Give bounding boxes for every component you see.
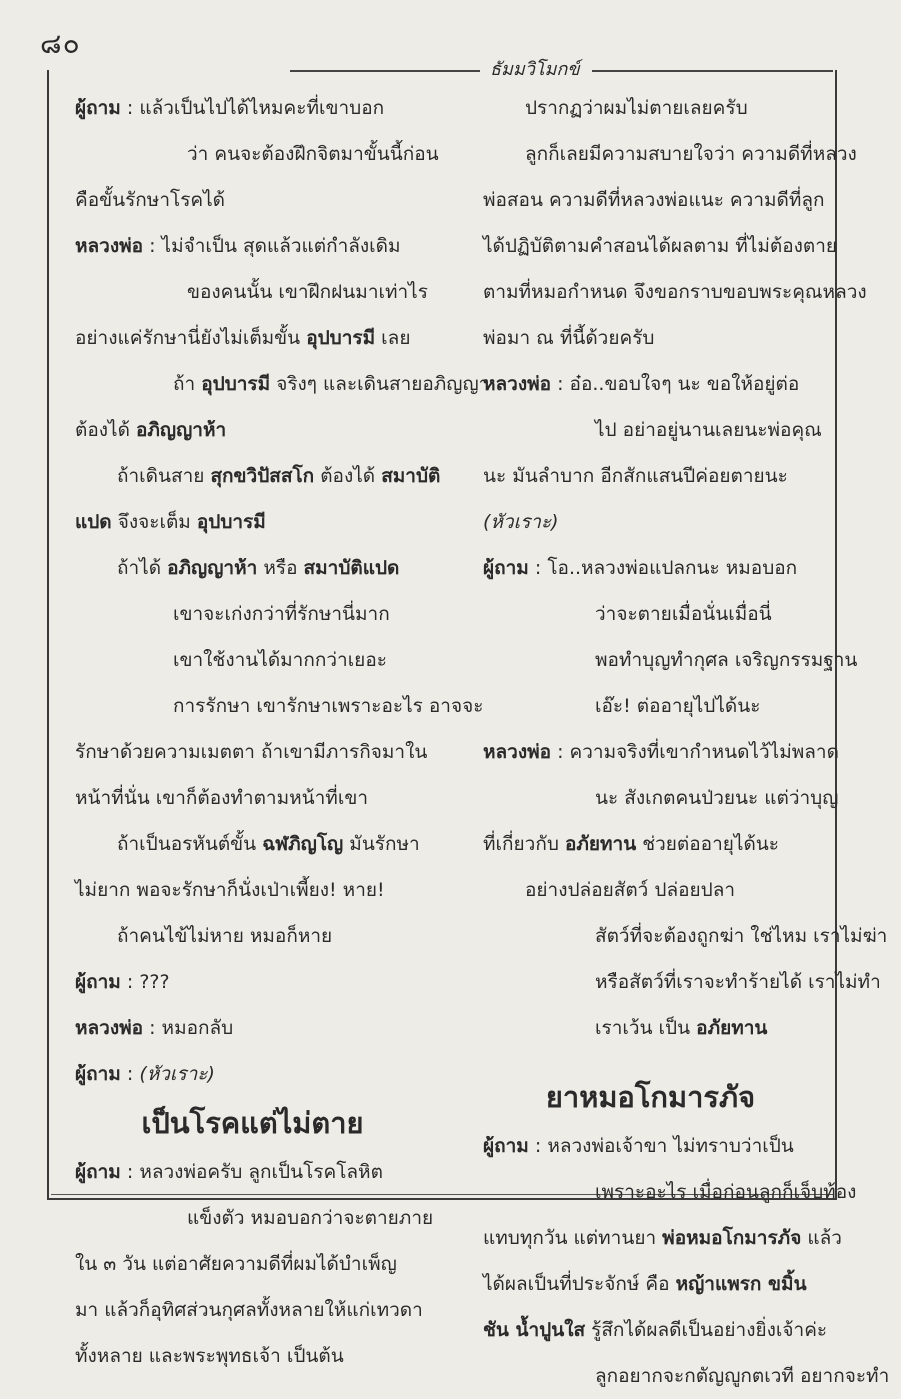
text-line — [75, 131, 439, 177]
text-segment: ถ้าคนไข้ไม่หาย หมอก็หาย — [117, 925, 333, 947]
text-line — [75, 453, 441, 499]
text-segment: รักษาด้วยความเมตตา ถ้าเขามีภารกิจมาใน — [75, 741, 428, 763]
bold-term: อภิญญาห้า — [135, 419, 227, 441]
text-line — [75, 361, 490, 407]
text-line — [75, 1333, 430, 1379]
bold-term: หญ้าแพรก ขมิ้น — [675, 1273, 807, 1295]
text-segment: นะ มันลำบาก อีกสักแสนปีค่อยตายนะ — [483, 465, 788, 487]
text-line — [483, 499, 818, 545]
text-segment: หน้าที่นั่น เขาก็ต้องทำตามหน้าที่เขา — [75, 787, 368, 809]
text-line — [483, 361, 818, 407]
text-segment: ต้องได้ — [314, 465, 382, 487]
text-line — [483, 1353, 890, 1399]
bold-term: อภัยทาน — [564, 833, 637, 855]
text-segment: ช่วยต่ออายุได้นะ — [636, 833, 779, 855]
text-line — [483, 131, 857, 177]
bold-term: ผู้ถาม — [75, 1161, 121, 1183]
text-line — [483, 223, 838, 269]
text-segment: เอ๊ะ! ต่ออายุไปได้นะ — [595, 695, 761, 717]
text-segment: เลย — [375, 327, 411, 349]
text-line — [483, 1307, 828, 1353]
text-segment: อย่างปล่อยสัตว์ ปล่อยปลา — [525, 879, 736, 901]
text-segment: ลูกอยากจะกตัญญูกตเวที อยากจะทำ — [595, 1365, 890, 1387]
text-segment: : ??? — [120, 971, 170, 993]
text-line — [75, 637, 430, 683]
bold-term: ผู้ถาม — [75, 971, 121, 993]
text-line — [483, 637, 858, 683]
text-line — [483, 1215, 842, 1261]
text-line — [75, 821, 430, 867]
bold-term: พ่อหมอโกมารภัจ — [662, 1227, 802, 1249]
text-segment: เพราะอะไร เมื่อก่อนลูกก็เจ็บท้อง — [595, 1181, 857, 1203]
text-line — [75, 591, 430, 637]
text-segment: แทบทุกวัน แต่ทานยา — [483, 1227, 663, 1249]
bold-term: อุปบารมี — [196, 511, 266, 533]
text-line — [483, 269, 867, 315]
text-segment: : หลวงพ่อครับ ลูกเป็นโรคโลหิต — [120, 1161, 383, 1183]
text-segment: ตามที่หมอกำหนด จึงขอกราบขอบพระคุณหลวง — [483, 281, 867, 303]
bold-term: หลวงพ่อ — [483, 741, 552, 763]
text-segment: : ความจริงที่เขากำหนดไว้ไม่พลาด — [551, 741, 839, 763]
text-segment: : ไม่จำเป็น สุดแล้วแต่กำลังเดิม — [143, 235, 401, 257]
text-line — [75, 1051, 430, 1097]
text-line — [483, 407, 822, 453]
text-segment: พ่อมา ณ ที่นี้ด้วยครับ — [483, 327, 655, 349]
text-segment: : หลวงพ่อเจ้าขา ไม่ทราบว่าเป็น — [528, 1135, 794, 1157]
text-line — [75, 1195, 434, 1241]
bold-term: สุกขวิปัสสโก — [210, 465, 315, 487]
text-line — [483, 867, 818, 913]
text-segment: รู้สึกได้ผลดีเป็นอย่างยิ่งเจ้าค่ะ — [585, 1319, 828, 1341]
text-segment: นะ สังเกตคนป่วยนะ แต่ว่าบุญ — [595, 787, 839, 809]
text-line — [483, 729, 839, 775]
text-segment: จริงๆ และเดินสายอภิญญา — [270, 373, 490, 395]
text-line — [75, 1149, 430, 1195]
text-segment: ต้องได้ — [75, 419, 136, 441]
text-segment: แล้ว — [801, 1227, 842, 1249]
text-line — [483, 1005, 818, 1051]
text-line — [75, 1005, 430, 1051]
text-line — [483, 591, 818, 637]
bold-term: ผู้ถาม — [75, 1063, 121, 1085]
text-segment: การรักษา เขารักษาเพราะอะไร อาจจะ — [173, 695, 484, 717]
text-line — [75, 867, 430, 913]
bold-term: อภิญญาห้า — [167, 557, 258, 579]
text-segment: ถ้าเดินสาย — [117, 465, 211, 487]
text-line — [483, 1261, 818, 1307]
text-segment: ได้ผลเป็นที่ประจักษ์ คือ — [483, 1273, 676, 1295]
text-line — [75, 177, 430, 223]
text-line — [75, 959, 430, 1005]
text-line — [483, 177, 825, 223]
text-segment: อย่างแค่รักษานี่ยังไม่เต็มขั้น — [75, 327, 307, 349]
right-column — [483, 85, 890, 1399]
text-segment: ได้ปฏิบัติตามคำสอนได้ผลตาม ที่ไม่ต้องตาย — [483, 235, 838, 257]
text-line — [75, 545, 430, 591]
text-line — [75, 269, 430, 315]
text-segment: ไม่ยาก พอจะรักษาก็นั่งเป่าเพี้ยง! หาย! — [75, 879, 385, 901]
text-line — [75, 913, 430, 959]
text-segment: ถ้า — [173, 373, 202, 395]
text-line — [75, 85, 430, 131]
text-line — [75, 1241, 430, 1287]
text-line — [483, 545, 818, 591]
text-line — [483, 775, 839, 821]
bold-term: ชัน น้ำปูนใส — [483, 1319, 586, 1341]
text-line — [483, 85, 818, 131]
running-header-title: ธัมมวิโมกข์ — [490, 59, 580, 80]
bold-term: อุปบารมี — [306, 327, 376, 349]
text-line — [483, 959, 881, 1005]
text-segment: (หัวเราะ) — [483, 511, 559, 533]
text-segment: ทั้งหลาย และพระพุทธเจ้า เป็นต้น — [75, 1345, 344, 1367]
bold-term: สมาบัติ — [381, 465, 441, 487]
text-segment: ใน ๓ วัน แต่อาศัยความดีที่ผมได้บำเพ็ญ — [75, 1253, 397, 1275]
text-line — [75, 775, 430, 821]
text-line — [483, 1123, 818, 1169]
text-line — [75, 499, 430, 545]
text-segment: ถ้าเป็นอรหันต์ขั้น — [117, 833, 263, 855]
text-segment: ลูกก็เลยมีความสบายใจว่า ความดีที่หลวง — [525, 143, 857, 165]
bold-term: ฉฬภิญโญ — [262, 833, 344, 855]
text-line — [483, 683, 818, 729]
bold-term: อภัยทาน — [696, 1017, 768, 1039]
text-line — [483, 821, 818, 867]
text-line — [75, 729, 430, 775]
text-segment: : — [120, 1063, 140, 1085]
text-segment: พ่อสอน ความดีที่หลวงพ่อแนะ ความดีที่ลูก — [483, 189, 825, 211]
text-line — [75, 223, 430, 269]
bold-term: ผู้ถาม — [483, 557, 529, 579]
text-segment: : โอ..หลวงพ่อแปลกนะ หมอบอก — [528, 557, 798, 579]
section-title: ยาหมอโกมารภัจ — [545, 1080, 756, 1114]
text-line — [75, 315, 430, 361]
text-line — [75, 683, 484, 729]
section-title: เป็นโรคแต่ไม่ตาย — [141, 1106, 364, 1140]
page-number: ๘๐ — [40, 27, 81, 60]
text-segment: : หมอกลับ — [143, 1017, 234, 1039]
text-segment: หรือ — [257, 557, 304, 579]
text-segment: พอทำบุญทำกุศล เจริญกรรมฐาน — [595, 649, 858, 671]
bold-term: ผู้ถาม — [483, 1135, 529, 1157]
text-segment: ที่เกี่ยวกับ — [483, 833, 565, 855]
text-segment: ว่าจะตายเมื่อนั่นเมื่อนี่ — [595, 603, 772, 625]
bold-term: อุปบารมี — [201, 373, 271, 395]
text-segment: คือขั้นรักษาโรคได้ — [75, 189, 226, 211]
text-line — [75, 1287, 430, 1333]
text-segment: สัตว์ที่จะต้องถูกฆ่า ใช่ไหม เราไม่ฆ่า — [595, 925, 888, 947]
spacer — [483, 1051, 818, 1071]
text-line — [483, 913, 888, 959]
text-line — [483, 315, 818, 361]
bold-term: หลวงพ่อ — [75, 235, 144, 257]
text-segment: เขาใช้งานได้มากกว่าเยอะ — [173, 649, 387, 671]
text-segment: เราเว้น เป็น — [595, 1017, 697, 1039]
text-segment: หรือสัตว์ที่เราจะทำร้ายได้ เราไม่ทำ — [595, 971, 881, 993]
text-segment: ของคนนั้น เขาฝึกฝนมาเท่าไร — [187, 281, 428, 303]
text-segment: ถ้าได้ — [117, 557, 168, 579]
text-segment: มา แล้วก็อุทิศส่วนกุศลทั้งหลายให้แก่เทวดา — [75, 1299, 423, 1321]
text-segment: ไป อย่าอยู่นานเลยนะพ่อคุณ — [595, 419, 822, 441]
text-segment: : อ๋อ..ขอบใจๆ นะ ขอให้อยู่ต่อ — [551, 373, 800, 395]
text-segment: ว่า คนจะต้องฝึกจิตมาขั้นนี้ก่อน — [187, 143, 439, 165]
text-segment: ปรากฏว่าผมไม่ตายเลยครับ — [525, 97, 748, 119]
text-segment: แข็งตัว หมอบอกว่าจะตายภาย — [187, 1207, 434, 1229]
bold-term: หลวงพ่อ — [483, 373, 552, 395]
text-segment: เขาจะเก่งกว่าที่รักษานี่มาก — [173, 603, 390, 625]
text-segment: : แล้วเป็นไปได้ไหมคะที่เขาบอก — [120, 97, 385, 119]
text-line — [483, 453, 818, 499]
text-line — [483, 1169, 857, 1215]
text-segment: (หัวเราะ) — [139, 1063, 215, 1085]
text-segment: มันรักษา — [343, 833, 420, 855]
bold-term: ผู้ถาม — [75, 97, 121, 119]
text-segment: จึงจะเต็ม — [111, 511, 197, 533]
text-line — [75, 407, 430, 453]
bold-term: หลวงพ่อ — [75, 1017, 144, 1039]
left-column — [75, 85, 490, 1379]
bold-term: สมาบัติแปด — [303, 557, 400, 579]
bold-term: แปด — [75, 511, 112, 533]
